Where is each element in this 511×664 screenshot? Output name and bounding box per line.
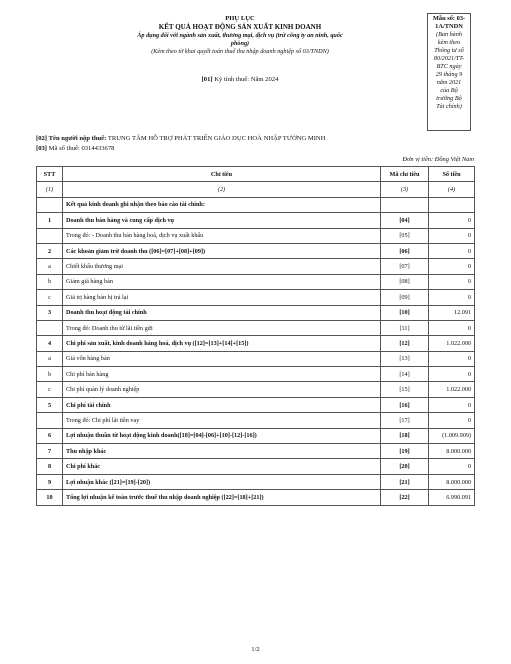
header-code: Mã chỉ tiêu [381,167,429,182]
row-code: [17] [381,413,429,428]
row-indicator: Chi phí tài chính [63,397,381,412]
page-number: 1/2 [251,646,260,653]
applies-line-1: Áp dụng đối với ngành sản xuất, thương mại, dịch vụ (trừ công ty an ninh, quốc [137,32,343,40]
tax-code-value: 0314433678 [81,144,115,152]
table-index-row [37,182,475,197]
row-stt: 3 [37,305,63,320]
row-stt [37,413,63,428]
header-stt: STT [37,167,63,182]
row-indicator: Doanh thu bán hàng và cung cấp dịch vụ [63,213,381,228]
row-amount: (1.009.909) [429,428,475,443]
row-indicator: Trong đó: Chi phí lãi tiền vay [63,413,381,428]
row-amount: 0 [429,367,475,382]
row-indicator: Tổng lợi nhuận kế toán trước thuế thu nhập doanh nghiệp ([22]=[18]+[21]) [63,490,381,505]
report-header [60,15,420,83]
form-note-line: 29 tháng 9 [435,71,463,78]
row-stt [37,228,63,243]
applies-line-2: phòng) [230,40,250,48]
table-header-row [37,167,475,182]
row-indicator: Lợi nhuận khác ([21]=[19]-[20]) [63,474,381,489]
row-amount: 0 [429,274,475,289]
row-stt: b [37,274,63,289]
table-row [37,243,475,258]
row-stt: a [37,351,63,366]
form-note-line: BTC ngày [436,63,462,70]
row-indicator: Kết quả kinh doanh ghi nhận theo báo cáo tài chính: [63,197,381,212]
row-amount: 12.091 [429,305,475,320]
row-code: [05] [381,228,429,243]
row-indicator: Chi phí khác [63,459,381,474]
row-stt: 2 [37,243,63,258]
row-amount: 1.022.000 [429,382,475,397]
row-code: [16] [381,397,429,412]
row-code [381,197,429,212]
form-number-box [427,13,471,131]
taxpayer-info [36,134,325,153]
row-indicator: Chi phí sản xuất, kinh doanh hàng hoá, dịch vụ ([12]=[13]+[14]+[15]) [63,336,381,351]
table-row [37,228,475,243]
form-code-line-2: 1A/TNDN [435,23,463,30]
table-row [37,305,475,320]
row-code: [22] [381,490,429,505]
row-code: [09] [381,290,429,305]
row-stt: 6 [37,428,63,443]
table-row [37,320,475,335]
row-indicator: Giảm giá hàng bán [63,274,381,289]
form-note-line: năm 2021 [436,79,462,86]
row-code: [13] [381,351,429,366]
table-row [37,197,475,212]
taxpayer-name-line [36,134,325,144]
row-code: [15] [381,382,429,397]
table-row [37,428,475,443]
index-4: (4) [429,182,475,197]
form-note-line: của Bộ [440,87,458,94]
form-note-line: Tài chính) [436,103,462,110]
row-stt: 4 [37,336,63,351]
row-code: [06] [381,243,429,258]
table-row [37,413,475,428]
table-row [37,274,475,289]
index-2: (2) [63,182,381,197]
form-note [428,31,470,111]
table-row [37,290,475,305]
row-stt: 8 [37,459,63,474]
row-stt: a [37,259,63,274]
row-code: [21] [381,474,429,489]
row-amount: 8.000.000 [429,474,475,489]
taxpayer-name-code: [02] [36,135,47,142]
row-stt: 10 [37,490,63,505]
row-indicator: Giá vốn hàng bán [63,351,381,366]
row-stt: c [37,290,63,305]
row-stt: 5 [37,397,63,412]
form-note-line: trưởng Bộ [436,95,462,102]
row-code: [10] [381,305,429,320]
row-code: [12] [381,336,429,351]
row-amount: 0 [429,320,475,335]
table-row [37,351,475,366]
table-row [37,336,475,351]
appendix-label: PHỤ LỤC [225,15,255,22]
row-code: [11] [381,320,429,335]
row-indicator: Trong đó: Doanh thu từ lãi tiền gửi [63,320,381,335]
row-code: [18] [381,428,429,443]
table-row [37,382,475,397]
results-table [36,166,475,506]
row-indicator: Thu nhập khác [63,444,381,459]
row-code: [07] [381,259,429,274]
row-amount: 0 [429,259,475,274]
index-3: (3) [381,182,429,197]
row-indicator: Chiết khấu thương mại [63,259,381,274]
row-code: [19] [381,444,429,459]
index-1: (1) [37,182,63,197]
row-indicator: Trong đó: - Doanh thu bán hàng hoá, dịch vụ xuất khẩu [63,228,381,243]
form-note-line: 80/2021/TT- [433,55,465,62]
currency-unit: Đơn vị tiền: Đồng Việt Nam [402,156,474,163]
row-stt: 9 [37,474,63,489]
form-note-line: kèm theo [437,39,461,46]
attached-note: (Kèm theo tờ khai quyết toán thuế thu nhập doanh nghiệp số 03/TNDN) [151,48,329,56]
table-row [37,259,475,274]
row-amount: 0 [429,213,475,228]
row-stt [37,320,63,335]
row-amount: 6.990.091 [429,490,475,505]
header-amount: Số tiền [429,167,475,182]
row-code: [08] [381,274,429,289]
row-amount: 1.022.000 [429,336,475,351]
table-row [37,397,475,412]
row-stt: 7 [37,444,63,459]
tax-period-code: [01] [201,76,213,84]
row-indicator: Giá trị hàng bán bị trả lại [63,290,381,305]
table-row [37,459,475,474]
table-row [37,444,475,459]
row-amount: 8.000.000 [429,444,475,459]
row-amount: 0 [429,228,475,243]
row-indicator: Doanh thu hoạt động tài chính [63,305,381,320]
row-code: [20] [381,459,429,474]
row-amount: 0 [429,351,475,366]
row-amount: 0 [429,243,475,258]
taxpayer-name-value: TRUNG TÂM HỖ TRỢ PHÁT TRIỂN GIÁO DỤC HOÀ NHẬP TƯỜNG MINH [107,135,326,142]
tax-period [60,76,420,83]
form-note-line: (Ban hành [436,31,462,38]
header-indicator: Chỉ tiêu [63,167,381,182]
row-amount: 0 [429,290,475,305]
tax-code-label: Mã số thuế: [48,144,80,152]
row-amount: 0 [429,459,475,474]
report-title: KẾT QUẢ HOẠT ĐỘNG SẢN XUẤT KINH DOANH [158,23,322,32]
tax-period-label: Kỳ tính thuế: Năm 2024 [214,76,279,84]
row-indicator: Các khoản giảm trừ doanh thu ([06]=[07]+[08]+[09]) [63,243,381,258]
row-amount: 0 [429,413,475,428]
row-indicator: Lợi nhuận thuần từ hoạt động kinh doanh([18]=[04]-[06]+[10]-[12]-[16]) [63,428,381,443]
tax-code-code: [03] [36,144,47,152]
taxpayer-name-label: Tên người nộp thuế: [48,135,107,142]
table-body [37,197,475,505]
row-amount: 0 [429,397,475,412]
row-stt: c [37,382,63,397]
tax-code-line [36,144,325,154]
row-indicator: Chi phí bán hàng [63,367,381,382]
table-row [37,367,475,382]
row-amount [429,197,475,212]
row-code: [14] [381,367,429,382]
table-row [37,213,475,228]
table-row [37,474,475,489]
row-stt [37,197,63,212]
row-code: [04] [381,213,429,228]
form-note-line: Thông tư số [434,47,464,54]
form-code-line-1: Mẫu số: 03- [432,15,466,22]
row-stt: b [37,367,63,382]
row-indicator: Chi phí quản lý doanh nghiệp [63,382,381,397]
table-row [37,490,475,505]
row-stt: 1 [37,213,63,228]
